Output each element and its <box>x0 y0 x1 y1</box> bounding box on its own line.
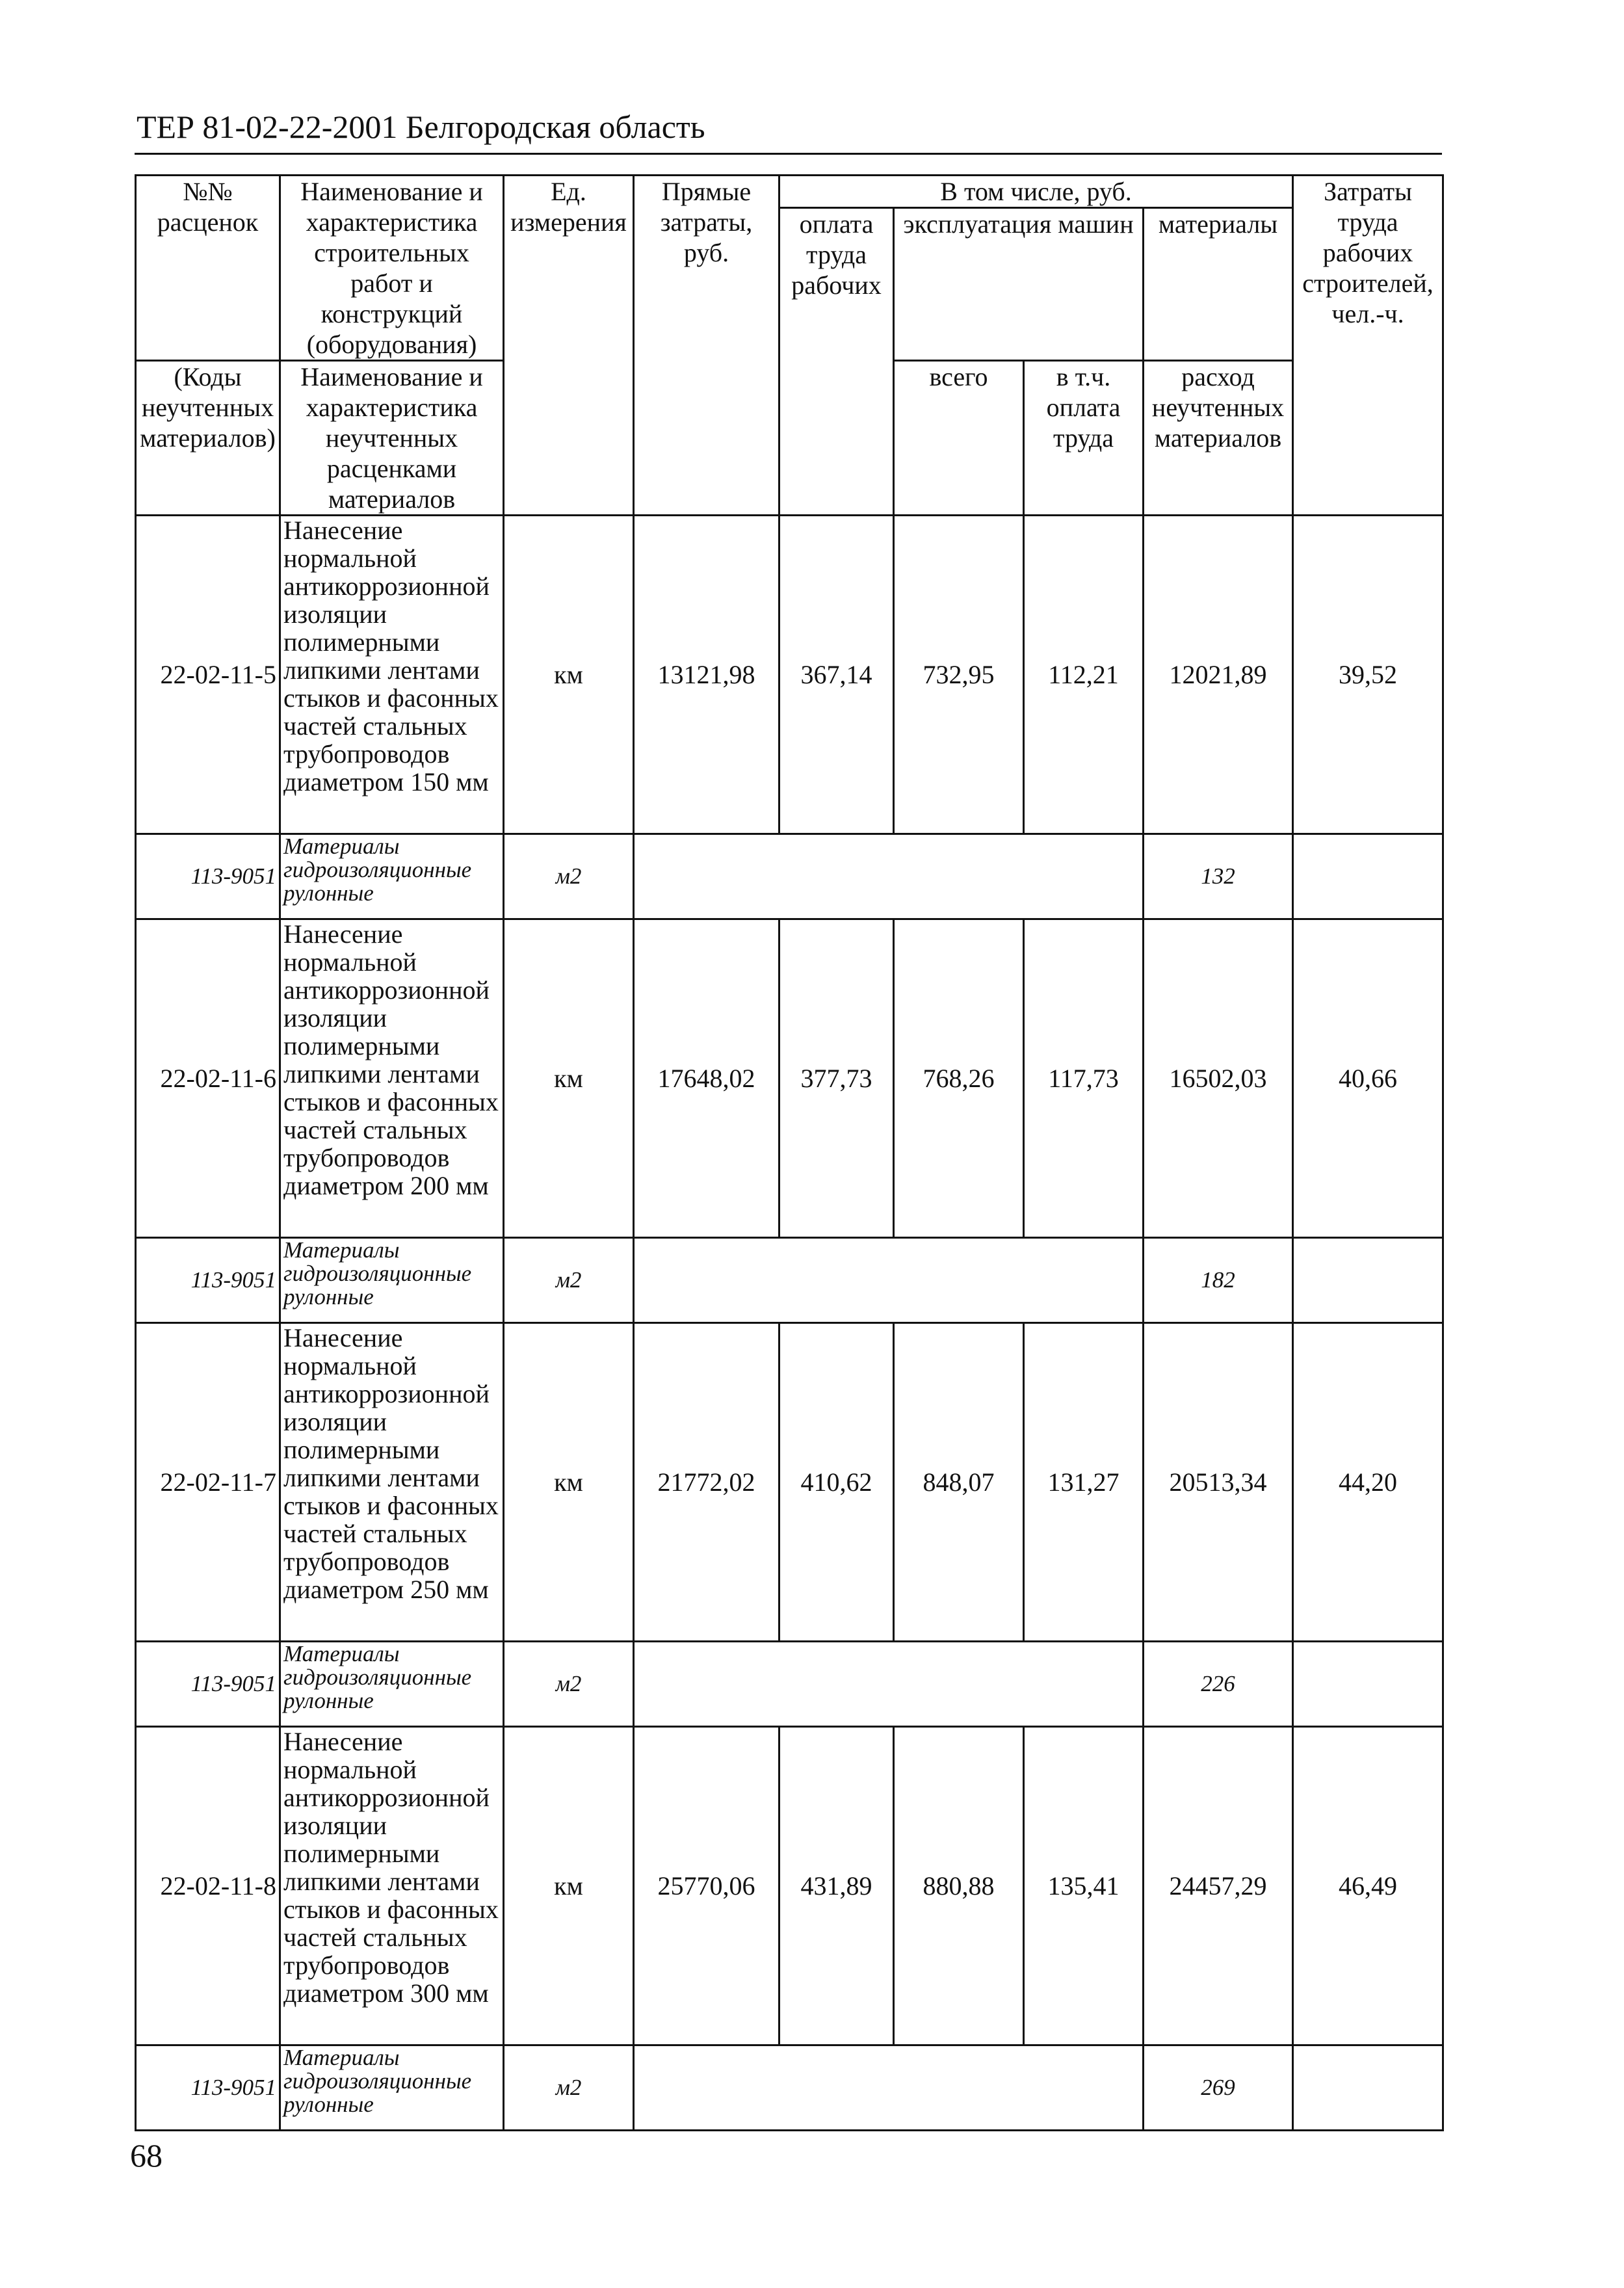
machines-total-cell: 768,26 <box>894 919 1024 1238</box>
material-empty-span <box>634 1642 1144 1727</box>
col-machines-header: эксплуатация машин <box>894 208 1144 361</box>
material-code: 113-9051 <box>136 834 280 919</box>
rate-code: 22-02-11-6 <box>136 919 280 1238</box>
machines-labor-cell: 135,41 <box>1024 1727 1144 2045</box>
rate-row <box>136 919 1443 1238</box>
direct-cost-cell: 21772,02 <box>634 1323 779 1642</box>
machines-labor-cell: 117,73 <box>1024 919 1144 1238</box>
col-mach-total-header: всего <box>894 361 1024 516</box>
labor-pay-cell: 431,89 <box>779 1727 894 2045</box>
work-description: Нанесение нормальной антикоррозионной изоляции полимерными липкими лентами стыков и фасонных частей стальных трубопроводов диаметром 150 мм <box>280 516 504 834</box>
col-incl-header: В том числе, руб. <box>779 176 1293 208</box>
machines-labor-cell: 112,21 <box>1024 516 1144 834</box>
material-empty-span <box>634 2045 1144 2131</box>
material-code: 113-9051 <box>136 1642 280 1727</box>
work-description: Нанесение нормальной антикоррозионной изоляции полимерными липкими лентами стыков и фасонных частей стальных трубопроводов диаметром 300 мм <box>280 1727 504 2045</box>
col-labor-cost-header: Затраты труда рабочих строителей, чел.-ч. <box>1293 176 1443 516</box>
material-row <box>136 1238 1443 1323</box>
machines-total-cell: 732,95 <box>894 516 1024 834</box>
materials-cell: 20513,34 <box>1144 1323 1293 1642</box>
rate-code: 22-02-11-5 <box>136 516 280 834</box>
material-unit: м2 <box>504 1238 634 1323</box>
machines-total-cell: 880,88 <box>894 1727 1024 2045</box>
material-row <box>136 1642 1443 1727</box>
unit-cell: км <box>504 1323 634 1642</box>
col-unit-header: Ед. измерения <box>504 176 634 516</box>
header-divider <box>135 153 1442 155</box>
machines-total-cell: 848,07 <box>894 1323 1024 1642</box>
material-empty-cell <box>1293 834 1443 919</box>
machines-labor-cell: 131,27 <box>1024 1323 1144 1642</box>
direct-cost-cell: 25770,06 <box>634 1727 779 2045</box>
work-description: Нанесение нормальной антикоррозионной изоляции полимерными липкими лентами стыков и фасонных частей стальных трубопроводов диаметром 250 мм <box>280 1323 504 1642</box>
material-empty-cell <box>1293 1238 1443 1323</box>
direct-cost-cell: 13121,98 <box>634 516 779 834</box>
col-name2-header: Наименование и характеристика неучтенных расценками материалов <box>280 361 504 516</box>
unit-cell: км <box>504 516 634 834</box>
material-unit: м2 <box>504 1642 634 1727</box>
rate-code: 22-02-11-8 <box>136 1727 280 2045</box>
col-mach-labor-header: в т.ч. оплата труда <box>1024 361 1144 516</box>
material-name: Материалы гидроизоляционные рулонные <box>280 2045 504 2131</box>
labor-cost-cell: 44,20 <box>1293 1323 1443 1642</box>
col-code2-header: (Коды неучтенных материалов) <box>136 361 280 516</box>
material-name: Материалы гидроизоляционные рулонные <box>280 1238 504 1323</box>
materials-cell: 24457,29 <box>1144 1727 1293 2045</box>
rates-table <box>135 174 1444 2131</box>
rate-row <box>136 1323 1443 1642</box>
material-row <box>136 2045 1443 2131</box>
material-row <box>136 834 1443 919</box>
material-unit: м2 <box>504 834 634 919</box>
col-name-header: Наименование и характеристика строительных работ и конструкций (оборудования) <box>280 176 504 361</box>
col-mat-consumption-header: расход неучтенных материалов <box>1144 361 1293 516</box>
materials-cell: 12021,89 <box>1144 516 1293 834</box>
material-empty-cell <box>1293 2045 1443 2131</box>
material-code: 113-9051 <box>136 2045 280 2131</box>
unit-cell: км <box>504 1727 634 2045</box>
material-quantity: 226 <box>1144 1642 1293 1727</box>
direct-cost-cell: 17648,02 <box>634 919 779 1238</box>
rate-row <box>136 1727 1443 2045</box>
col-direct-header: Прямые затраты, руб. <box>634 176 779 516</box>
material-quantity: 182 <box>1144 1238 1293 1323</box>
materials-cell: 16502,03 <box>1144 919 1293 1238</box>
page-number: 68 <box>130 2137 163 2174</box>
labor-cost-cell: 40,66 <box>1293 919 1443 1238</box>
material-quantity: 269 <box>1144 2045 1293 2131</box>
unit-cell: км <box>504 919 634 1238</box>
labor-pay-cell: 367,14 <box>779 516 894 834</box>
material-unit: м2 <box>504 2045 634 2131</box>
rate-code: 22-02-11-7 <box>136 1323 280 1642</box>
labor-pay-cell: 377,73 <box>779 919 894 1238</box>
page-header: ТЕР 81-02-22-2001 Белгородская область <box>137 109 705 145</box>
rate-row <box>136 516 1443 834</box>
material-empty-cell <box>1293 1642 1443 1727</box>
col-materials-header: материалы <box>1144 208 1293 361</box>
labor-pay-cell: 410,62 <box>779 1323 894 1642</box>
labor-cost-cell: 39,52 <box>1293 516 1443 834</box>
material-quantity: 132 <box>1144 834 1293 919</box>
col-code-header: №№ расценок <box>136 176 280 361</box>
material-empty-span <box>634 834 1144 919</box>
material-empty-span <box>634 1238 1144 1323</box>
material-code: 113-9051 <box>136 1238 280 1323</box>
material-name: Материалы гидроизоляционные рулонные <box>280 1642 504 1727</box>
work-description: Нанесение нормальной антикоррозионной изоляции полимерными липкими лентами стыков и фасонных частей стальных трубопроводов диаметром 200 мм <box>280 919 504 1238</box>
labor-cost-cell: 46,49 <box>1293 1727 1443 2045</box>
col-labor-pay-header: оплата труда рабочих <box>779 208 894 516</box>
material-name: Материалы гидроизоляционные рулонные <box>280 834 504 919</box>
